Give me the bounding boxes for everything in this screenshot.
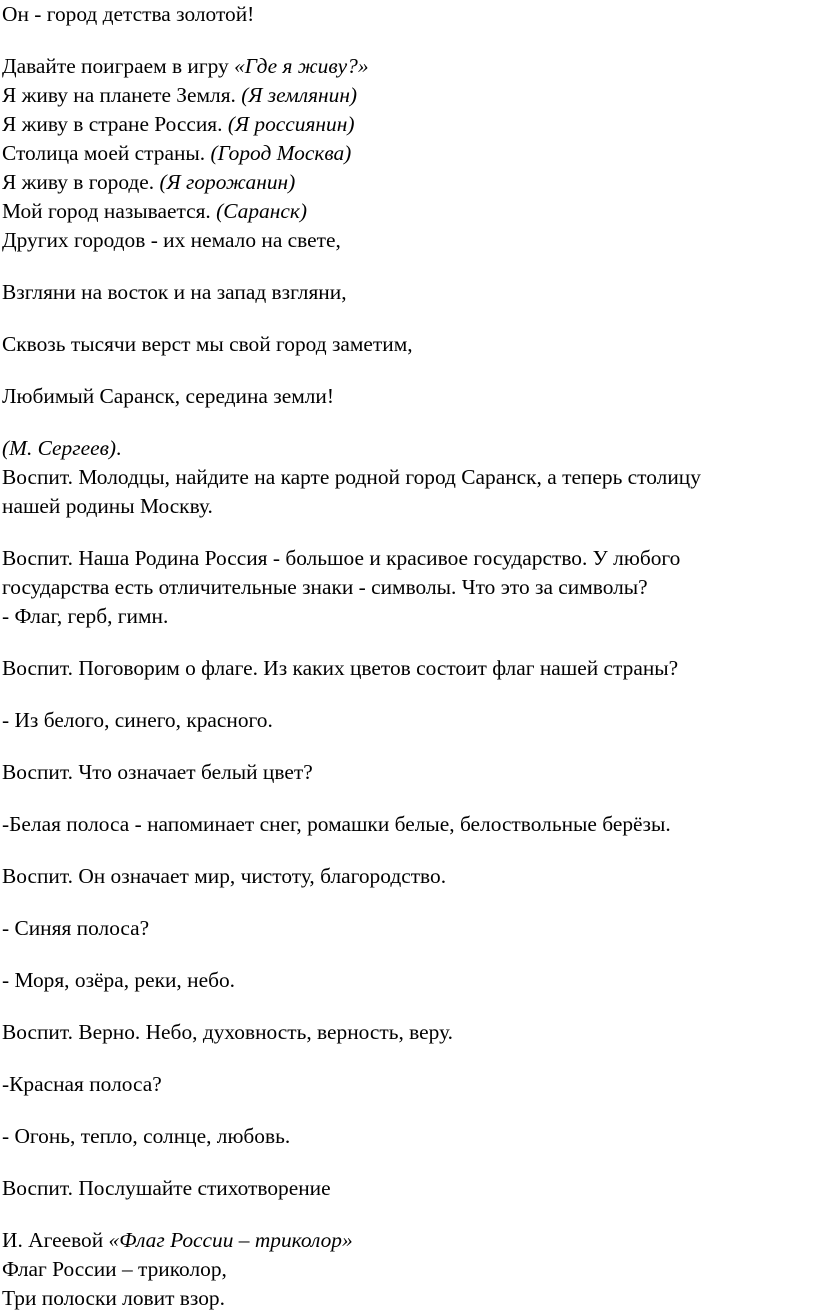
poem-line: Взгляни на восток и на запад взгляни, (2, 280, 347, 304)
dialog-line: - Огонь, тепло, солнце, любовь. (2, 1124, 291, 1148)
game-line-text: Столица моей страны. (2, 141, 211, 165)
game-title: «Где я живу?» (234, 54, 369, 78)
final-poem-title: «Флаг России – триколор» (108, 1228, 353, 1252)
game-line-answer: (Я россиянин) (227, 112, 355, 136)
game-line (2, 197, 814, 226)
dialog-line: - Моря, озёра, реки, небо. (2, 968, 235, 992)
game-line-text: Я живу на планете Земля. (2, 83, 242, 107)
poem-line: Любимый Саранск, середина земли! (2, 384, 335, 408)
final-poem-heading (2, 1226, 814, 1255)
final-poem-author: И. Агеевой (2, 1228, 109, 1252)
game-line (2, 81, 814, 110)
game-intro-line (2, 52, 814, 81)
poem-line: Сквозь тысячи верст мы свой город заметим, (2, 332, 413, 356)
game-line (2, 110, 814, 139)
game-line-text: Мой город называется. (2, 199, 217, 223)
game-line-text: Я живу в городе. (2, 170, 160, 194)
final-poem-line: Флаг России – триколор, (2, 1257, 227, 1281)
poem-author-suffix: . (115, 436, 122, 460)
poem-author: (М. Сергеев) (2, 436, 116, 460)
poem-author-line (2, 434, 814, 463)
dialog-line: Воспит. Поговорим о флаге. Из каких цветов состоит флаг нашей страны? (2, 656, 679, 680)
game-intro-text: Давайте поиграем в игру (2, 54, 235, 78)
game-line (2, 168, 814, 197)
game-line-text: Я живу в стране Россия. (2, 112, 228, 136)
dialog-line: Воспит. Он означает мир, чистоту, благородство. (2, 864, 447, 888)
game-closing-line: Других городов - их немало на свете, (2, 228, 341, 252)
game-line-answer: (Я горожанин) (159, 170, 296, 194)
paragraph-line: Воспит. Наша Родина Россия - большое и красивое государство. У любого (2, 546, 681, 570)
dialog-line: -Красная полоса? (2, 1072, 162, 1096)
paragraph-line: - Флаг, герб, гимн. (2, 604, 169, 628)
dialog-line: Воспит. Верно. Небо, духовность, верность, веру. (2, 1020, 453, 1044)
game-line-answer: (Город Москва) (210, 141, 352, 165)
paragraph-line: нашей родины Москву. (2, 494, 213, 518)
game-line-answer: (Саранск) (216, 199, 307, 223)
game-line (2, 139, 814, 168)
paragraph-line: Воспит. Молодцы, найдите на карте родной город Саранск, а теперь столицу (2, 465, 701, 489)
dialog-line: Воспит. Послушайте стихотворение (2, 1176, 331, 1200)
game-line-answer: (Я землянин) (241, 83, 358, 107)
final-poem-line: Три полоски ловит взор. (2, 1286, 225, 1310)
dialog-line: Воспит. Что означает белый цвет? (2, 760, 313, 784)
dialog-line: - Синяя полоса? (2, 916, 150, 940)
intro-line: Он - город детства золотой! (2, 2, 255, 26)
dialog-line: -Белая полоса - напоминает снег, ромашки белые, белоствольные берёзы. (2, 812, 671, 836)
dialog-line: - Из белого, синего, красного. (2, 708, 273, 732)
paragraph-line: государства есть отличительные знаки - символы. Что это за символы? (2, 575, 648, 599)
